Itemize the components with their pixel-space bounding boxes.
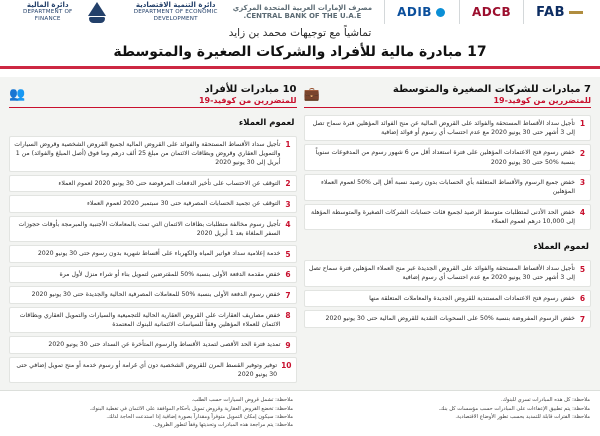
list-item [9, 216, 297, 243]
logo-divider [459, 0, 460, 24]
adcb-logo [472, 5, 511, 19]
logo-divider [523, 0, 524, 24]
item-number: 7 [285, 290, 291, 300]
footnotes-right [307, 396, 590, 429]
list-item [9, 195, 297, 213]
item-text: خفض الحد الأدنى لمتطلبات متوسط الرصيد لجميع فئات حسابات الشركات الصغيرة والمتوسطة المؤهلة إلى 10,000 درهم لعموم العملاء [310, 208, 575, 225]
logo-divider [384, 0, 385, 24]
footnote: ملاحظة: يتم مراجعة هذه المبادرات وتحديثها وفقاً لتطور الظروف. [152, 422, 293, 429]
bank-logos [233, 0, 586, 24]
sme-items-list-2 [304, 260, 592, 331]
item-text: تأجيل رسوم مخالفة متطلبات بطاقات الائتمان التي تمت بالمعاملات الأجنبية والمبرمجة بأوقات حجوزات السفر الملغاة بعد 1 أبريل 2020 [18, 220, 281, 237]
item-number: 4 [285, 220, 291, 230]
item-text: خفض جميع الرسوم والأقساط المتعلقة بأي الحسابات بدون رصيد نسبة أقل إلى %50 لعموم العملاء المؤهلين [320, 178, 575, 196]
individuals-section-header [9, 84, 297, 108]
item-number: 3 [579, 178, 586, 188]
footnote: ملاحظة: تخضع القروض العقارية وقروض تمويل بأحكام الموافقة على الائتمان في تغطية البنوك. [89, 405, 293, 412]
item-text: خفض رسوم الدفعة الأولى بنسبة %50 للمعاملات المصرفية الحالية والجديدة حتى 30 يونيو 2020 [31, 291, 281, 299]
list-item [9, 175, 297, 193]
item-number: 4 [579, 208, 586, 218]
adib-mark-icon [436, 8, 445, 17]
title-block [0, 24, 600, 77]
item-number: 9 [285, 340, 291, 350]
content-body [0, 77, 600, 391]
title-rule [0, 66, 600, 69]
list-item [304, 290, 592, 308]
list-item [304, 174, 592, 201]
title-line-2: 17 مبادرة مالية للأفراد والشركات الصغيرة والمتوسطة [113, 43, 487, 60]
item-number: 2 [579, 148, 586, 158]
item-text: تأجيل سداد الأقساط المستحقة والفوائد على القروض المالية عن منح الفوائد المؤهلين فترة سماح تصل إلى 3 أشهر حتى 30 يونيو 2020 مع عدم احتساب أي رسوم أو فوائد إضافية [312, 119, 575, 137]
item-number: 7 [579, 314, 586, 324]
item-text: تأجيل سداد الأقساط المستحقة والفوائد على القروض الجديدة عبر منح العملاء المؤهلين فترة سماح تصل إلى 3 أشهر حتى 30 يونيو 2020 مع عدم احتساب أي رسوم إضافية [308, 265, 575, 282]
item-text: خفض مصاريف العقارات على القروض العقارية الحالية للتجميعية والسيارات والتمويل العقاري وبطاقات الائتمان للعملاء المؤهلين وفقاً للسياسات الائتمانية للبنوك المعتمدة [19, 311, 281, 329]
item-text: خفض رسوم فتح الاعتمادات المؤهلين على فترة استعداد أقل من 6 شهور رسوم من المدفوعات سنوياً بنسبة %50 حتى 30 يونيو 2020 [315, 149, 575, 166]
footnotes-left [10, 396, 293, 429]
item-text: تمديد فترة الحد الأقصى لتمديد الأقساط والرسوم المتأخرة عن السداد حتى 30 يونيو 2020 [48, 341, 281, 349]
adib-logo-text: ADIB [397, 5, 432, 19]
sme-group-label-2: لعموم العملاء [533, 242, 589, 253]
adcb-logo-text: ADCB [471, 5, 512, 19]
item-number: 2 [285, 179, 291, 189]
item-text: تأجيل سداد الأقساط المستحقة والفوائد على القروض المالية لجميع القروض الشخصية وقروض السيارات والتمويل العقاري وقروض وبطاقات الائتمان من مبلغ 25 ألف درهم وما فوق (أصل المبلغ والفوائد) من 1 أبريل إلى 30 يونيو 2020 [14, 140, 281, 167]
ded-english: DEPARTMENT OF ECONOMIC DEVELOPMENT [133, 9, 218, 23]
ded-arabic: دائرة التنمية الاقتصادية [135, 0, 216, 9]
list-item [304, 144, 592, 171]
logo-bar [0, 0, 600, 24]
fab-logo-text: FAB [536, 4, 565, 20]
item-number: 1 [285, 140, 291, 150]
footnote: ملاحظة: يتم تطبيق الإعفاءات على المبادرات حسب مؤسسات كل بنك. [438, 405, 590, 412]
item-number: 3 [285, 199, 291, 209]
fab-logo [536, 5, 586, 20]
government-logos [14, 0, 233, 24]
item-number: 1 [579, 119, 586, 129]
footnotes [0, 390, 600, 435]
individuals-group-label: لعموم العملاء [238, 117, 295, 128]
sme-section-header [304, 84, 592, 108]
individuals-section-title: 10 مبادرات للأفراد [204, 83, 297, 95]
item-text: التوقف عن تجميد الحسابات المصرفية حتى 30 سبتمبر 2020 لعموم العملاء [86, 200, 281, 208]
title-line-1: تماشياً مع توجيهات محمد بن زايد [228, 27, 372, 39]
sme-column [304, 84, 592, 387]
item-text: توفير وتوفير القسط المرن للقروض الشخصية دون أي غرامة أو رسوم خدمة أو منح تمويل إضافي حتى 30 يونيو 2020 [16, 361, 278, 379]
dof-arabic: دائرة المالية [26, 0, 69, 9]
list-item [304, 260, 592, 287]
footnote: ملاحظة: تشمل قروض السيارات حسب الطلب. [191, 397, 293, 404]
sme-section-subtitle: للمتضررين من كوفيد-19 [493, 95, 591, 105]
individuals-column [9, 84, 297, 387]
dof-logo [14, 0, 107, 24]
list-item [304, 310, 592, 328]
ded-logo [119, 1, 233, 24]
list-item [9, 245, 297, 263]
item-number: 5 [285, 249, 291, 259]
list-item [9, 266, 297, 284]
sme-section-title: 7 مبادرات للشركات الصغيرة والمتوسطة [392, 83, 591, 95]
list-item [9, 336, 297, 354]
cbuae-english: CENTRAL BANK OF THE U.A.E. [243, 12, 362, 20]
list-item [9, 357, 297, 384]
footnote: ملاحظة: كل هذه المبادرات تسري للبنوك. [500, 397, 590, 404]
briefcase-icon: 💼 [303, 86, 320, 102]
list-item [9, 136, 297, 172]
cbuae-arabic: مصرف الإمارات العربية المتحدة المركزي [232, 3, 373, 12]
central-bank-logo [233, 4, 372, 20]
fab-mark-icon [569, 11, 583, 14]
individuals-items-list [9, 136, 297, 387]
item-number: 6 [579, 294, 586, 304]
item-text: التوقف عن الاحتساب على تأخير الدفعات المرفوضة حتى 30 يونيو 2020 لعموم العملاء [58, 179, 281, 187]
item-text: خفض الرسوم المفروضة بنسبة %50 على السحوبات النقدية للقروض المالية حتى 30 يونيو 2020 [325, 315, 575, 323]
item-text: خفض مقدمة الدفعة الأولى بنسبة %50 للمقترضين لتمويل بناء أو شراء منزل لأول مرة [59, 270, 281, 278]
item-text: خفض رسوم فتح الاعتمادات المستندية للقروض الجديدة والمعاملات المتعلقة منها [369, 294, 575, 302]
item-number: 6 [285, 270, 291, 280]
list-item [304, 115, 592, 142]
item-text: خدمة إعلامية سداد فواتير المياه والكهرباء على أقساط شهرية بدون رسوم حتى 30 يونيو 2020 [37, 250, 281, 258]
item-number: 5 [579, 264, 586, 274]
list-item [9, 307, 297, 334]
list-item [9, 286, 297, 304]
adib-logo [397, 5, 447, 19]
list-item [304, 204, 592, 231]
people-icon: 👥 [9, 86, 26, 102]
falcon-emblem-icon [87, 0, 106, 24]
dof-english: DEPARTMENT OF FINANCE [22, 9, 73, 23]
footnote: ملاحظة: سيكون إمكان التمويل متوفراً ومقداراً بصورة إضافية إذا استدعت الحاجة لذلك. [106, 414, 293, 421]
individuals-section-subtitle: للمتضررين من كوفيد-19 [198, 95, 297, 105]
item-number: 10 [281, 361, 292, 371]
footnote: ملاحظة: الفترات قابلة للتمديد بحسب تطور الأوضاع الاقتصادية. [455, 414, 590, 421]
item-number: 8 [285, 311, 291, 321]
sme-items-list [304, 115, 592, 233]
